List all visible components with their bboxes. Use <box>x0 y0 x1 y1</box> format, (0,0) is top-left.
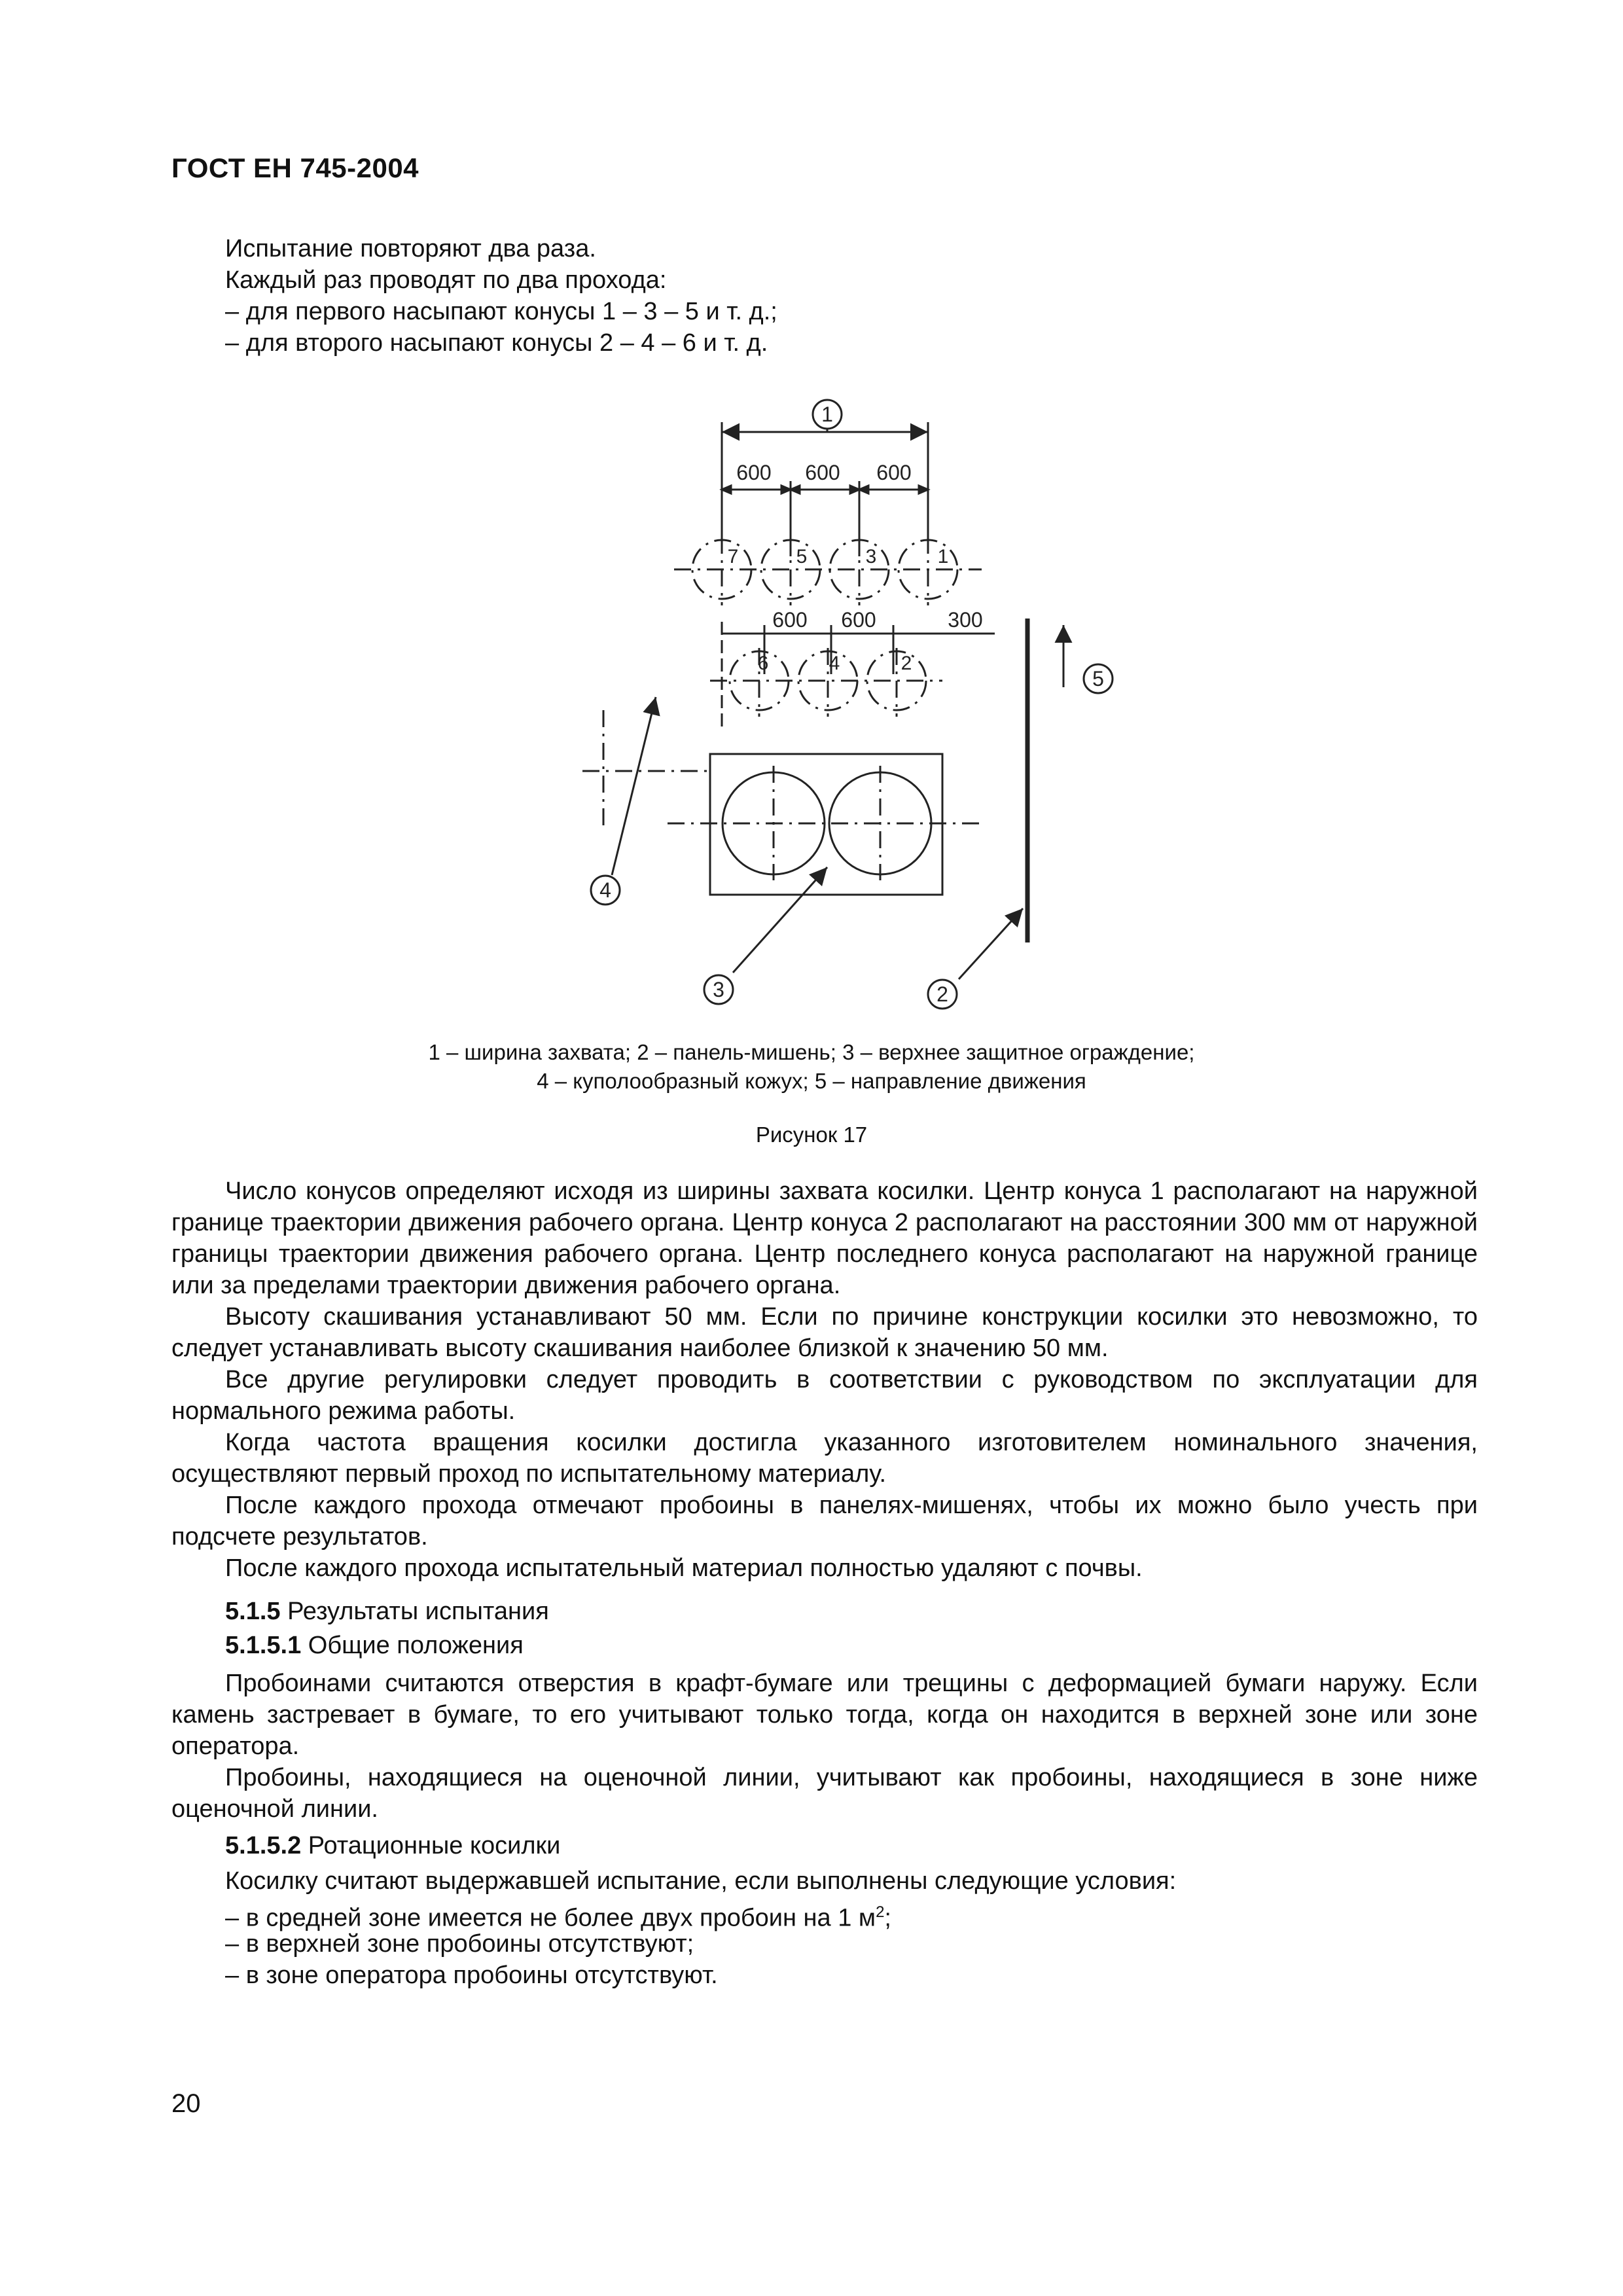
paragraph-mark-holes: После каждого прохода отмечают пробоины в панелях-мишенях, чтобы их можно было учесть при подсчете результатов. <box>171 1492 1478 1551</box>
condition-middle-zone-end: ; <box>884 1904 891 1932</box>
section-5-1-5-1-title: Общие положения <box>301 1632 524 1659</box>
cone-label-5: 5 <box>796 546 808 567</box>
document-header: ГОСТ ЕН 745-2004 <box>171 152 419 183</box>
paragraph-adjustments: Все другие регулировки следует проводить в соответствии с руководством по эксплуатации для нормального режима работы. <box>171 1366 1478 1425</box>
paragraph-remove-material: После каждого прохода испытательный материал полностью удаляют с почвы. <box>225 1554 1143 1582</box>
paragraph-rotation-speed: Когда частота вращения косилки достигла указанного изготовителем номинального значения, осуществляют первый проход по испытательному материалу. <box>171 1429 1478 1488</box>
cone-label-6: 6 <box>757 653 769 674</box>
section-5-1-5-number: 5.1.5 <box>225 1598 281 1625</box>
intro-line-1: Испытание повторяют два раза. <box>225 235 596 262</box>
section-5-1-5-2 <box>225 1830 560 1861</box>
intro-line-4: – для второго насыпают конусы 2 – 4 – 6 и т. д. <box>225 329 768 357</box>
condition-upper-zone: – в верхней зоне пробоины отсутствуют; <box>225 1930 694 1958</box>
callout-label-4: 4 <box>599 878 611 902</box>
figure-17-diagram <box>0 0 1623 1034</box>
callout-label-5: 5 <box>1092 667 1104 691</box>
superscript-2: 2 <box>876 1903 885 1921</box>
leader-4 <box>612 697 656 875</box>
leader-2 <box>959 908 1023 979</box>
section-5-1-5-1-number: 5.1.5.1 <box>225 1632 302 1659</box>
cones-row-1 <box>674 537 982 605</box>
dim-label-bottom-2: 600 <box>841 608 876 632</box>
section-5-1-5 <box>225 1596 549 1627</box>
section-5-1-5-title: Результаты испытания <box>280 1598 549 1625</box>
dim-label-top-1: 600 <box>736 461 772 484</box>
paragraph-cone-count: Число конусов определяют исходя из ширины захвата косилки. Центр конуса 1 располагают на наружной границе траектории движения рабочего органа. Центр конуса 2 располагают на расстоянии 300 мм от наружной границы траектории движения рабочего органа. Центр последнего конуса располагают на наружной границе или за пределами траектории движения рабочего органа. <box>171 1177 1478 1299</box>
figure-legend-line-1: 1 – ширина захвата; 2 – панель-мишень; 3 – верхнее защитное ограждение; <box>428 1040 1195 1064</box>
cone-label-1: 1 <box>937 546 949 567</box>
callout-label-1: 1 <box>821 403 833 426</box>
section-5-1-5-2-title: Ротационные косилки <box>301 1832 561 1859</box>
intro-line-2: Каждый раз проводят по два прохода: <box>225 266 667 294</box>
callout-label-2: 2 <box>936 982 948 1006</box>
paragraph-cutting-height: Высоту скашивания устанавливают 50 мм. Если по причине конструкции косилки это невозможно, то следует устанавливать высоту скашивания наиболее близкой к значению 50 мм. <box>171 1303 1478 1362</box>
cone-label-4: 4 <box>829 653 840 674</box>
leader-3 <box>733 867 827 973</box>
intro-line-3: – для первого насыпают конусы 1 – 3 – 5 и т. д.; <box>225 298 777 325</box>
paragraph-holes-definition: Пробоинами считаются отверстия в крафт-бумаге или трещины с деформацией бумаги наружу. Если камень застревает в бумаге, то его учитывают только тогда, когда он находится в верхней зоне или зоне оператора. <box>171 1670 1478 1760</box>
conditions-intro: Косилку считают выдержавшей испытание, если выполнены следующие условия: <box>225 1867 1177 1895</box>
dim-label-bottom-3: 300 <box>948 608 983 632</box>
callout-label-3: 3 <box>713 978 724 1001</box>
cone-label-7: 7 <box>727 546 739 567</box>
condition-operator-zone: – в зоне оператора пробоины отсутствуют. <box>225 1962 718 1989</box>
cone-label-2: 2 <box>901 653 912 674</box>
section-5-1-5-2-number: 5.1.5.2 <box>225 1832 302 1859</box>
dim-label-top-3: 600 <box>876 461 912 484</box>
dim-label-top-2: 600 <box>805 461 840 484</box>
section-5-1-5-1 <box>225 1630 524 1661</box>
figure-legend-line-2: 4 – куполообразный кожух; 5 – направление движения <box>537 1069 1086 1093</box>
dim-label-bottom-1: 600 <box>772 608 808 632</box>
figure-caption: Рисунок 17 <box>755 1122 868 1147</box>
paragraph-evaluation-line: Пробоины, находящиеся на оценочной линии, учитывают как пробоины, находящиеся в зоне ниже оценочной линии. <box>171 1764 1478 1823</box>
page-number: 20 <box>171 2089 201 2118</box>
cone-label-3: 3 <box>865 546 877 567</box>
condition-middle-zone-text: – в средней зоне имеется не более двух пробоин на 1 м <box>225 1904 876 1932</box>
